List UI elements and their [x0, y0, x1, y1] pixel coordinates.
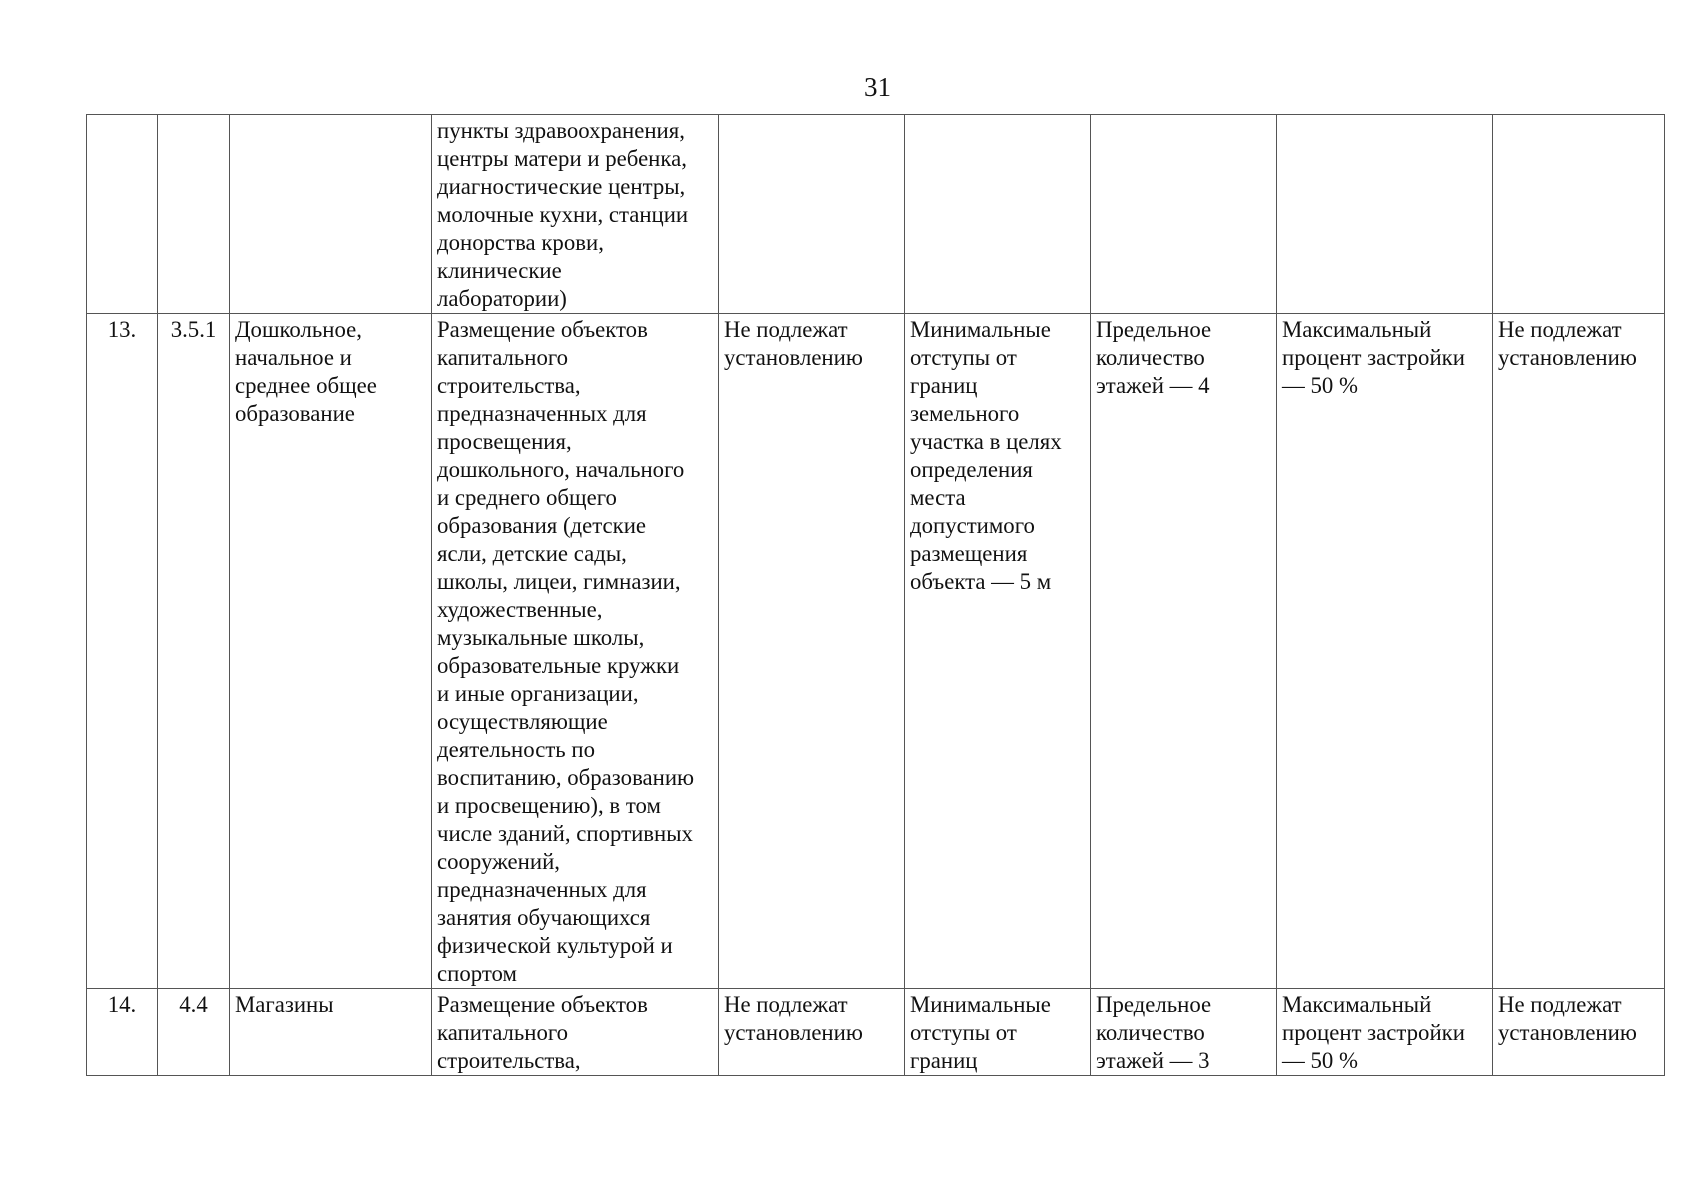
row-number-cell: 14.: [87, 989, 158, 1076]
row-number-cell: [87, 115, 158, 314]
table-row-continued: [87, 115, 1665, 314]
use-name-cell: [230, 115, 432, 314]
floors-cell: Предельное количество этажей — 3: [1091, 989, 1277, 1076]
setbacks-cell: Минимальные отступы от границ земельного участка в целях определения места допустимого размещения объекта — 5 м: [905, 314, 1091, 989]
use-description-cell: Размещение объектов капитального строительства,: [432, 989, 719, 1076]
other-params-cell: [1493, 115, 1665, 314]
table-row-14: [87, 989, 1665, 1076]
use-code-cell: 4.4: [158, 989, 230, 1076]
use-name-cell: Дошкольное, начальное и среднее общее образование: [230, 314, 432, 989]
floors-cell: Предельное количество этажей — 4: [1091, 314, 1277, 989]
row-number-cell: 13.: [87, 314, 158, 989]
use-description-cell: Размещение объектов капитального строительства, предназначенных для просвещения, дошкольного, начального и среднего общего образования (детские ясли, детские сады, школы, лицеи, гимназии, художественные, музыкальные школы, образовательные кружки и иные организации, осуществляющие деятельность по воспитанию, образованию и просвещению), в том числе зданий, спортивных сооружений, предназначенных для занятия обучающихся физической культурой и спортом: [432, 314, 719, 989]
plot-size-cell: Не подлежат установлению: [719, 314, 905, 989]
plot-size-cell: Не подлежат установлению: [719, 989, 905, 1076]
coverage-cell: Максимальный процент застройки — 50 %: [1277, 989, 1493, 1076]
plot-size-cell: [719, 115, 905, 314]
coverage-cell: Максимальный процент застройки — 50 %: [1277, 314, 1493, 989]
use-name-cell: Магазины: [230, 989, 432, 1076]
coverage-cell: [1277, 115, 1493, 314]
floors-cell: [1091, 115, 1277, 314]
setbacks-cell: [905, 115, 1091, 314]
page-number: 31: [864, 72, 891, 102]
table-row-13: [87, 314, 1665, 989]
zoning-table: [86, 114, 1665, 1076]
other-params-cell: Не подлежат установлению: [1493, 314, 1665, 989]
use-code-cell: [158, 115, 230, 314]
other-params-cell: Не подлежат установлению: [1493, 989, 1665, 1076]
setbacks-cell: Минимальные отступы от границ: [905, 989, 1091, 1076]
use-description-cell: пункты здравоохранения, центры матери и ребенка, диагностические центры, молочные кухни, станции донорства крови, клинические лаборатории): [432, 115, 719, 314]
use-code-cell: 3.5.1: [158, 314, 230, 989]
